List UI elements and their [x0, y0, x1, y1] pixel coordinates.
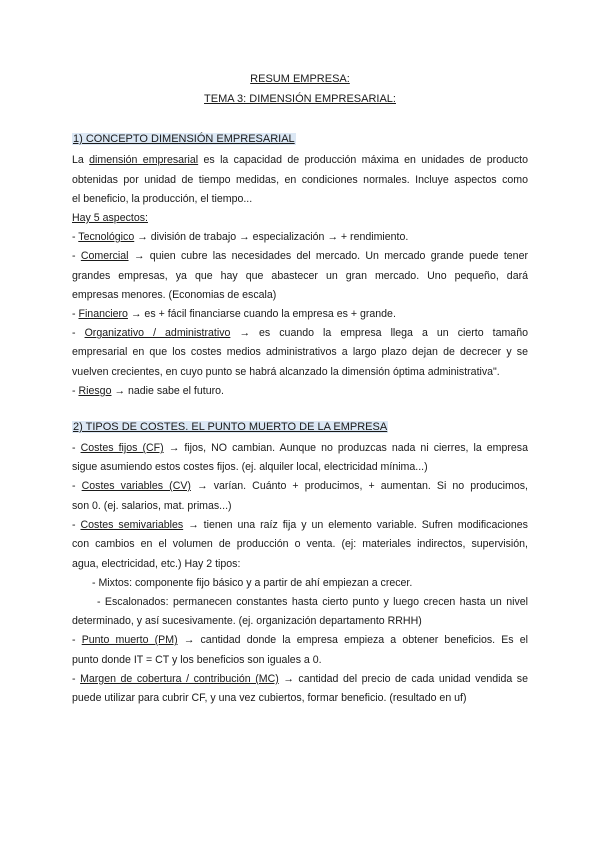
comercial-line2: grandes empresas, ya que hay que abastecer un gran mercado. Uno pequeño, dará [72, 270, 528, 282]
margen-cobertura-line2: puede utilizar para cubrir CF, y una vez cubiertos, formar beneficio. (resultado en uf) [72, 692, 467, 704]
term-costes-semivariables: Costes semivariables [80, 519, 184, 531]
aspect-tecnologico: - Tecnológico → división de trabajo → especialización → + rendimiento. [72, 231, 409, 243]
organizativo-line2: empresarial en que los costes medios administrativos a largo plazo dejan de decrecer y se [72, 346, 528, 358]
term-financiero: Financiero [78, 308, 128, 320]
costes-fijos: - Costes fijos (CF) → fijos, NO cambian. Aunque no produzcas nada ni cierres, la empresa [72, 442, 528, 454]
doc-subtitle: TEMA 3: DIMENSIÓN EMPRESARIAL: [204, 93, 396, 105]
term-costes-fijos: Costes fijos (CF) [80, 442, 164, 454]
costes-semivariables: - Costes semivariables → tienen una raíz fija y un elemento variable. Sufren modificaciones [72, 519, 528, 531]
section2-heading: 2) TIPOS DE COSTES. EL PUNTO MUERTO DE LA EMPRESA [73, 421, 388, 433]
costes-variables: - Costes variables (CV) → varían. Cuánto + producimos, + aumentan. Si no producimos, [72, 480, 528, 492]
term-organizativo: Organizativo / administrativo [84, 327, 231, 339]
aspect-comercial: - Comercial → quien cubre las necesidades del mercado. Un mercado grande puede tener [72, 250, 528, 262]
costes-fijos-line2: sigue asumiendo estos costes fijos. (ej. alquiler local, electricidad mínima...) [72, 461, 428, 473]
term-punto-muerto: Punto muerto (PM) [81, 634, 178, 646]
section1-heading: 1) CONCEPTO DIMENSIÓN EMPRESARIAL [73, 133, 295, 145]
costes-variables-line2: son 0. (ej. salarios, mat. primas...) [72, 500, 232, 512]
semivariables-line3: agua, electricidad, etc.) Hay 2 tipos: [72, 558, 241, 570]
intro-line3: el beneficio, la producción, el tiempo... [72, 193, 253, 205]
comercial-line3: empresas menores. (Economias de escala) [72, 289, 277, 301]
organizativo-line3: vuelven crecientes, en cuyo punto se habrá alcanzado la dimensión óptima administrativa". [72, 366, 500, 378]
term-dimension-empresarial: dimensión empresarial [89, 154, 199, 166]
aspect-organizativo: - Organizativo / administrativo → es cuando la empresa llega a un cierto tamaño [72, 327, 528, 339]
aspects-title: Hay 5 aspectos: [72, 212, 148, 224]
term-riesgo: Riesgo [78, 385, 112, 397]
semivariables-line2: con cambios en el volumen de producción o venta. (ej: materiales indirectos, supervisión, [72, 538, 528, 550]
punto-muerto: - Punto muerto (PM) → cantidad donde la empresa empieza a obtener beneficios. Es el [72, 634, 528, 646]
intro-line1: La dimensión empresarial es la capacidad de producción máxima en unidades de producto [72, 154, 529, 166]
term-margen-cobertura: Margen de cobertura / contribución (MC) [80, 673, 279, 685]
term-comercial: Comercial [80, 250, 129, 262]
intro-line2: obtenidas por unidad de tiempo medidas, en condiciones normales. Incluye aspectos como [72, 174, 528, 186]
aspect-financiero: - Financiero → es + fácil financiarse cuando la empresa es + grande. [72, 308, 396, 320]
doc-title: RESUM EMPRESA: [250, 73, 350, 85]
term-costes-variables: Costes variables (CV) [81, 480, 191, 492]
term-tecnologico: Tecnológico [78, 231, 135, 243]
semivariables-mixtos: - Mixtos: componente fijo básico y a partir de ahí empiezan a crecer. [92, 577, 413, 589]
punto-muerto-line2: punto donde IT = CT y los beneficios son iguales a 0. [72, 654, 322, 666]
margen-cobertura: - Margen de cobertura / contribución (MC) → cantidad del precio de cada unidad vendida se [72, 673, 528, 685]
semivariables-escalonados: - Escalonados: permanecen constantes hasta cierto punto y luego crecen hasta un nivel [97, 596, 528, 608]
semivariables-escalonados-line2: determinado, y así sucesivamente. (ej. organización departamento RRHH) [72, 615, 422, 627]
aspect-riesgo: - Riesgo → nadie sabe el futuro. [72, 385, 224, 397]
